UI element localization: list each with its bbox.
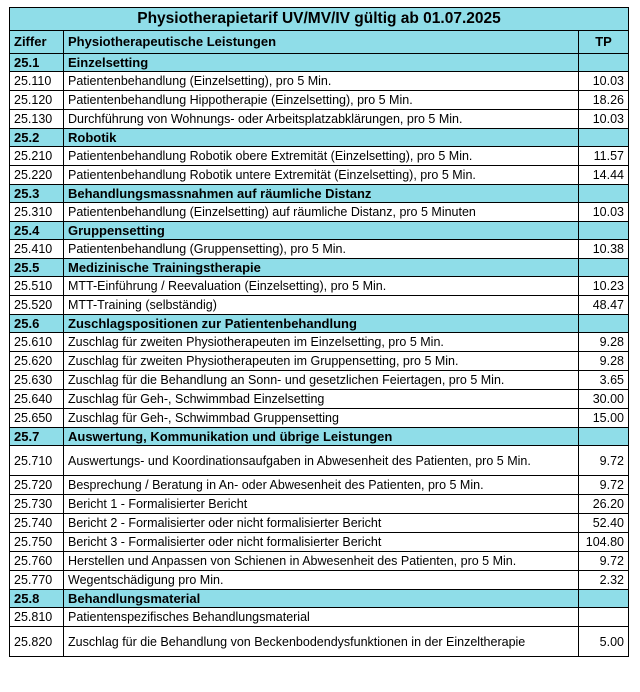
row-code: 25.310: [10, 203, 64, 222]
table-row: [10, 627, 629, 657]
row-tp: 10.03: [579, 110, 629, 129]
row-code: 25.410: [10, 240, 64, 259]
row-tp: 3.65: [579, 371, 629, 390]
row-service: MTT-Einführung / Reevaluation (Einzelsetting), pro 5 Min.: [64, 277, 579, 296]
table-row: [10, 110, 629, 129]
row-tp: 2.32: [579, 571, 629, 590]
row-service: Bericht 1 - Formalisierter Bericht: [64, 495, 579, 514]
row-tp: 9.72: [579, 446, 629, 476]
table-row: [10, 514, 629, 533]
row-tp: 9.28: [579, 333, 629, 352]
row-service: Patientenbehandlung Robotik untere Extremität (Einzelsetting), pro 5 Min.: [64, 166, 579, 185]
row-code: 25.630: [10, 371, 64, 390]
table-row: [10, 476, 629, 495]
section-code: 25.3: [10, 185, 64, 203]
section-row: [10, 54, 629, 72]
table-row: [10, 533, 629, 552]
section-row: [10, 259, 629, 277]
row-service: Patientenbehandlung (Einzelsetting) auf räumliche Distanz, pro 5 Minuten: [64, 203, 579, 222]
row-code: 25.110: [10, 72, 64, 91]
row-service: Zuschlag für die Behandlung von Beckenbodendysfunktionen in der Einzeltherapie: [64, 627, 579, 657]
row-service: Herstellen und Anpassen von Schienen in Abwesenheit des Patienten, pro 5 Min.: [64, 552, 579, 571]
row-tp: 52.40: [579, 514, 629, 533]
tariff-document: [9, 7, 629, 657]
row-service: Besprechung / Beratung in An- oder Abwesenheit des Patienten, pro 5 Min.: [64, 476, 579, 495]
row-tp: 10.38: [579, 240, 629, 259]
page-title: Physiotherapietarif UV/MV/IV gültig ab 01.07.2025: [10, 8, 629, 31]
row-code: 25.750: [10, 533, 64, 552]
table-row: [10, 166, 629, 185]
header-code: Ziffer: [10, 31, 64, 54]
row-tp: 30.00: [579, 390, 629, 409]
section-code: 25.2: [10, 129, 64, 147]
section-tp-empty: [579, 185, 629, 203]
row-service: Patientenbehandlung (Einzelsetting), pro 5 Min.: [64, 72, 579, 91]
section-tp-empty: [579, 428, 629, 446]
row-service: Patientenbehandlung Robotik obere Extremität (Einzelsetting), pro 5 Min.: [64, 147, 579, 166]
row-code: 25.130: [10, 110, 64, 129]
table-row: [10, 333, 629, 352]
row-code: 25.510: [10, 277, 64, 296]
row-service: Zuschlag für zweiten Physiotherapeuten im Einzelsetting, pro 5 Min.: [64, 333, 579, 352]
row-code: 25.720: [10, 476, 64, 495]
row-service: Wegentschädigung pro Min.: [64, 571, 579, 590]
table-row: [10, 446, 629, 476]
row-service: Zuschlag für die Behandlung an Sonn- und gesetzlichen Feiertagen, pro 5 Min.: [64, 371, 579, 390]
row-tp: 10.23: [579, 277, 629, 296]
title-row: [10, 8, 629, 31]
section-title: Einzelsetting: [64, 54, 579, 72]
table-row: [10, 552, 629, 571]
row-tp: 9.28: [579, 352, 629, 371]
section-code: 25.4: [10, 222, 64, 240]
section-row: [10, 129, 629, 147]
row-code: 25.710: [10, 446, 64, 476]
section-code: 25.6: [10, 315, 64, 333]
row-service: Bericht 3 - Formalisierter oder nicht formalisierter Bericht: [64, 533, 579, 552]
table-row: [10, 91, 629, 110]
section-row: [10, 428, 629, 446]
row-code: 25.820: [10, 627, 64, 657]
row-service: Zuschlag für Geh-, Schwimmbad Einzelsetting: [64, 390, 579, 409]
row-service: Bericht 2 - Formalisierter oder nicht formalisierter Bericht: [64, 514, 579, 533]
section-code: 25.7: [10, 428, 64, 446]
row-tp: 15.00: [579, 409, 629, 428]
section-tp-empty: [579, 54, 629, 72]
table-row: [10, 296, 629, 315]
section-title: Gruppensetting: [64, 222, 579, 240]
row-tp: 9.72: [579, 552, 629, 571]
row-service: MTT-Training (selbständig): [64, 296, 579, 315]
row-tp: 10.03: [579, 203, 629, 222]
row-service: Zuschlag für zweiten Physiotherapeuten im Gruppensetting, pro 5 Min.: [64, 352, 579, 371]
tariff-table: [9, 7, 629, 657]
table-row: [10, 409, 629, 428]
section-tp-empty: [579, 222, 629, 240]
row-code: 25.520: [10, 296, 64, 315]
table-row: [10, 571, 629, 590]
row-service: Patientenspezifisches Behandlungsmaterial: [64, 608, 579, 627]
row-code: 25.770: [10, 571, 64, 590]
row-tp: 11.57: [579, 147, 629, 166]
row-code: 25.620: [10, 352, 64, 371]
section-code: 25.5: [10, 259, 64, 277]
table-row: [10, 203, 629, 222]
section-row: [10, 315, 629, 333]
section-title: Behandlungsmaterial: [64, 590, 579, 608]
row-tp: 18.26: [579, 91, 629, 110]
row-code: 25.760: [10, 552, 64, 571]
table-row: [10, 277, 629, 296]
row-service: Patientenbehandlung (Gruppensetting), pro 5 Min.: [64, 240, 579, 259]
table-row: [10, 352, 629, 371]
row-tp: 9.72: [579, 476, 629, 495]
row-tp: 104.80: [579, 533, 629, 552]
row-code: 25.610: [10, 333, 64, 352]
table-row: [10, 371, 629, 390]
table-row: [10, 495, 629, 514]
row-service: Durchführung von Wohnungs- oder Arbeitsplatzabklärungen, pro 5 Min.: [64, 110, 579, 129]
section-title: Zuschlagspositionen zur Patientenbehandlung: [64, 315, 579, 333]
section-title: Auswertung, Kommunikation und übrige Leistungen: [64, 428, 579, 446]
row-code: 25.810: [10, 608, 64, 627]
row-code: 25.730: [10, 495, 64, 514]
header-tp: TP: [579, 31, 629, 54]
row-service: Auswertungs- und Koordinationsaufgaben in Abwesenheit des Patienten, pro 5 Min.: [64, 446, 579, 476]
table-row: [10, 240, 629, 259]
section-row: [10, 185, 629, 203]
table-row: [10, 72, 629, 91]
row-code: 25.120: [10, 91, 64, 110]
header-row: [10, 31, 629, 54]
section-tp-empty: [579, 259, 629, 277]
row-code: 25.210: [10, 147, 64, 166]
row-tp: [579, 608, 629, 627]
section-code: 25.8: [10, 590, 64, 608]
section-code: 25.1: [10, 54, 64, 72]
section-title: Behandlungsmassnahmen auf räumliche Distanz: [64, 185, 579, 203]
row-tp: 48.47: [579, 296, 629, 315]
section-tp-empty: [579, 315, 629, 333]
row-service: Zuschlag für Geh-, Schwimmbad Gruppensetting: [64, 409, 579, 428]
section-title: Medizinische Trainingstherapie: [64, 259, 579, 277]
row-tp: 26.20: [579, 495, 629, 514]
row-code: 25.740: [10, 514, 64, 533]
section-title: Robotik: [64, 129, 579, 147]
header-service: Physiotherapeutische Leistungen: [64, 31, 579, 54]
row-code: 25.640: [10, 390, 64, 409]
row-code: 25.650: [10, 409, 64, 428]
table-row: [10, 147, 629, 166]
row-tp: 14.44: [579, 166, 629, 185]
table-row: [10, 390, 629, 409]
section-tp-empty: [579, 590, 629, 608]
row-tp: 10.03: [579, 72, 629, 91]
row-tp: 5.00: [579, 627, 629, 657]
section-row: [10, 590, 629, 608]
section-tp-empty: [579, 129, 629, 147]
table-row: [10, 608, 629, 627]
row-service: Patientenbehandlung Hippotherapie (Einzelsetting), pro 5 Min.: [64, 91, 579, 110]
row-code: 25.220: [10, 166, 64, 185]
section-row: [10, 222, 629, 240]
